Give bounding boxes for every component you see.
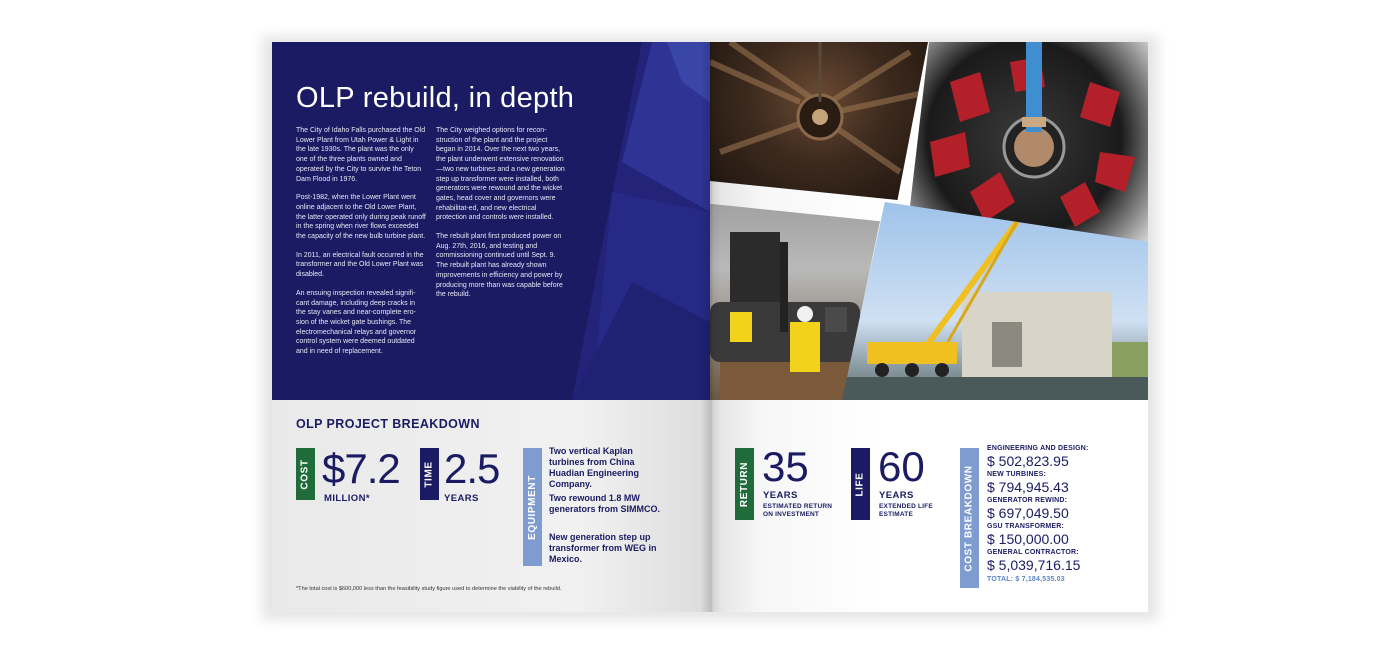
cost-item-label: GSU TRANSFORMER:	[987, 523, 1065, 530]
paragraph: An ensuing inspection revealed signifi-cant damage, including deep cracks in the stay vanes and near-complete ero-sion of the wicket gate bushings. The electromechanical relays and governor control system were deemed outdated and in need of replacement.	[296, 289, 417, 356]
footnote: *The total cost is $600,000 less than the feasibility study figure used to determine the viability of the rebuild.	[296, 586, 562, 592]
breakdown-heading: OLP PROJECT BREAKDOWN	[296, 417, 480, 431]
equipment-item: Two rewound 1.8 MW generators from SIMMCO.	[549, 493, 661, 514]
paragraph: The City weighed options for recon-struction of the plant and the project began in 2014. Over the next two years, the plant underwent extensive renovation—two new turbines and a new generation step up transformer were installed, both generators were rewound and the wicket gates, head cover and governors were rehabilitat-ed, and new electrical protection and controls were installed.	[436, 127, 565, 222]
paragraph: The City of Idaho Falls purchased the Old Lower Plant from Utah Power & Light in the late 1930s. The plant was the only one of the three plants owned and operated by the City to survive the Teton Dam Flood in 1976.	[296, 127, 426, 183]
turbine-interior-photo	[710, 42, 928, 200]
life-label-box	[851, 448, 870, 520]
cost-item-label: GENERAL CONTRACTOR:	[987, 549, 1079, 556]
cost-label: COST	[300, 458, 311, 490]
left-page	[272, 42, 710, 612]
cost-item-value: $ 5,039,716.15	[987, 557, 1081, 573]
life-label: LIFE	[855, 471, 867, 497]
paragraph: Post-1982, when the Lower Plant went online adjacent to the Old Lower Plant, the latter operated only during peak runoff in the spring when river flows exceeded the capacity of the new bulb turbine plant.	[296, 194, 426, 241]
paragraph: The rebuilt plant first produced power on Aug. 27th, 2016, and testing and commissioning continued until Sept. 9. The rebuilt plant has already shown improvements in efficiency and power by producing more than was capable before the rebuild.	[436, 233, 563, 299]
cost-item-value: $ 697,049.50	[987, 505, 1069, 521]
right-page	[710, 42, 1148, 612]
equipment-label: EQUIPMENT	[527, 474, 539, 540]
cost-total: TOTAL: $ 7,184,535.03	[987, 576, 1065, 583]
life-unit: YEARS	[879, 490, 914, 501]
life-description: EXTENDED LIFE ESTIMATE	[879, 503, 933, 518]
life-value: 60	[878, 443, 925, 490]
return-description: ESTIMATED RETURN ON INVESTMENT	[763, 503, 833, 518]
page-title: OLP rebuild, in depth	[296, 82, 575, 114]
cost-breakdown-label-box	[960, 448, 979, 588]
time-unit: YEARS	[444, 493, 479, 504]
cost-item-label: ENGINEERING AND DESIGN:	[987, 445, 1089, 452]
cost-breakdown-label: COST BREAKDOWN	[964, 464, 975, 572]
time-value: 2.5	[444, 445, 500, 492]
intro-panel	[272, 42, 710, 400]
paragraph: In 2011, an electrical fault occurred in the transformer and the Old Lower Plant was disabled.	[296, 251, 424, 279]
return-value: 35	[762, 443, 809, 490]
equipment-label-box	[523, 448, 542, 566]
body-column-1	[296, 126, 426, 366]
return-label-box	[735, 448, 754, 520]
cost-item-value: $ 502,823.95	[987, 453, 1069, 469]
cost-label-box	[296, 448, 315, 500]
time-label-box	[420, 448, 439, 500]
cost-unit: MILLION*	[324, 493, 370, 504]
return-label: RETURN	[739, 461, 751, 507]
cost-item-label: NEW TURBINES:	[987, 471, 1046, 478]
cost-item-label: GENERATOR REWIND:	[987, 497, 1068, 504]
return-unit: YEARS	[763, 490, 798, 501]
equipment-item: Two vertical Kaplan turbines from China Huadian Engineering Company.	[549, 446, 640, 489]
cost-item-value: $ 794,945.43	[987, 479, 1069, 495]
turbine-interior-drawing	[710, 42, 928, 200]
time-label: TIME	[424, 460, 436, 488]
cost-value: $7.2	[322, 445, 400, 492]
body-column-2	[436, 126, 566, 309]
cost-item-value: $ 150,000.00	[987, 531, 1069, 547]
equipment-item: New generation step up transformer from WEG in Mexico.	[549, 532, 657, 564]
